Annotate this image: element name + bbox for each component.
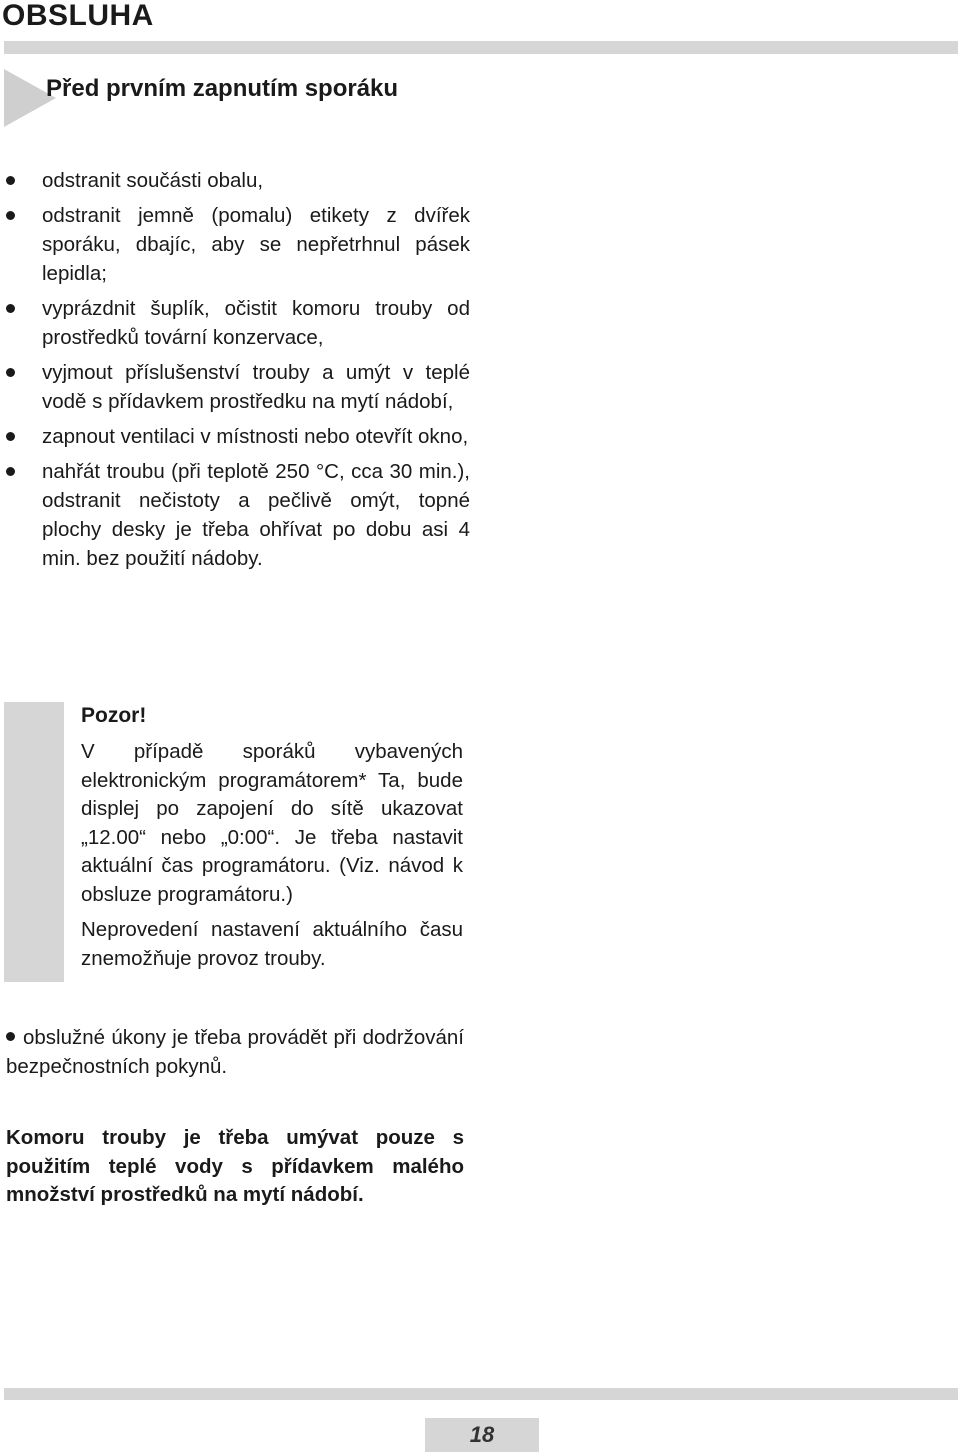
instruction-list — [0, 166, 470, 579]
bullet-icon — [6, 304, 15, 313]
bullet-icon — [6, 1032, 15, 1041]
bottom-divider — [4, 1388, 958, 1400]
warning-side-bar — [4, 702, 64, 982]
list-item-text: zapnout ventilaci v místnosti nebo otevřít okno, — [42, 425, 469, 448]
cleaning-note: Komoru trouby je třeba umývat pouze s použitím teplé vody s přídavkem malého množství prostředků na mytí nádobí. — [6, 1126, 464, 1206]
bullet-icon — [6, 467, 15, 476]
bullet-icon — [6, 432, 15, 441]
list-item-text: odstranit jemně (pomalu) etikety z dvířek sporáku, dbajíc, aby se nepřetrhnul pásek lepidla; — [42, 204, 470, 285]
list-item-text: odstranit součásti obalu, — [42, 169, 264, 192]
page-heading: OBSLUHA — [2, 0, 154, 32]
bullet-icon — [6, 176, 15, 185]
list-item — [0, 457, 470, 573]
list-item — [0, 422, 470, 451]
list-item-text: vyprázdnit šuplík, očistit komoru trouby od prostředků tovární konzervace, — [42, 297, 470, 349]
warning-text: V případě sporáků vybavených elektronickým programátorem* Ta, bude displej po zapojení do sítě ukazovat „12.00“ nebo „0:00“. Je třeba nastavit aktuální čas programátoru. (Viz. návod k obsluze programátoru.) — [81, 740, 463, 906]
list-item-text: nahřát troubu (při teplotě 250 °C, cca 30 min.), odstranit nečistoty a pečlivě omýt, topné plochy desky je třeba ohřívat po dobu asi 4 min. bez použití nádoby. — [42, 460, 470, 570]
list-item — [0, 294, 470, 352]
warning-consequence-text: Neprovedení nastavení aktuálního času znemožňuje provoz trouby. — [81, 918, 463, 970]
bullet-icon — [6, 211, 15, 220]
warning-title: Pozor! — [81, 704, 147, 727]
page-number: 18 — [469, 1422, 495, 1447]
list-item — [0, 201, 470, 288]
list-item-text: vyjmout příslušenství trouby a umýt v teplé vodě s přídavkem prostředku na mytí nádobí, — [42, 361, 470, 413]
safety-note — [6, 1023, 464, 1081]
page-number-box — [425, 1418, 539, 1452]
section-title: Před prvním zapnutím sporáku — [46, 75, 399, 102]
list-item — [0, 358, 470, 416]
top-divider — [4, 41, 958, 54]
list-item — [0, 166, 470, 195]
bullet-icon — [6, 368, 15, 377]
safety-note-text: obslužné úkony je třeba provádět při dodržování bezpečnostních pokynů. — [6, 1026, 464, 1078]
